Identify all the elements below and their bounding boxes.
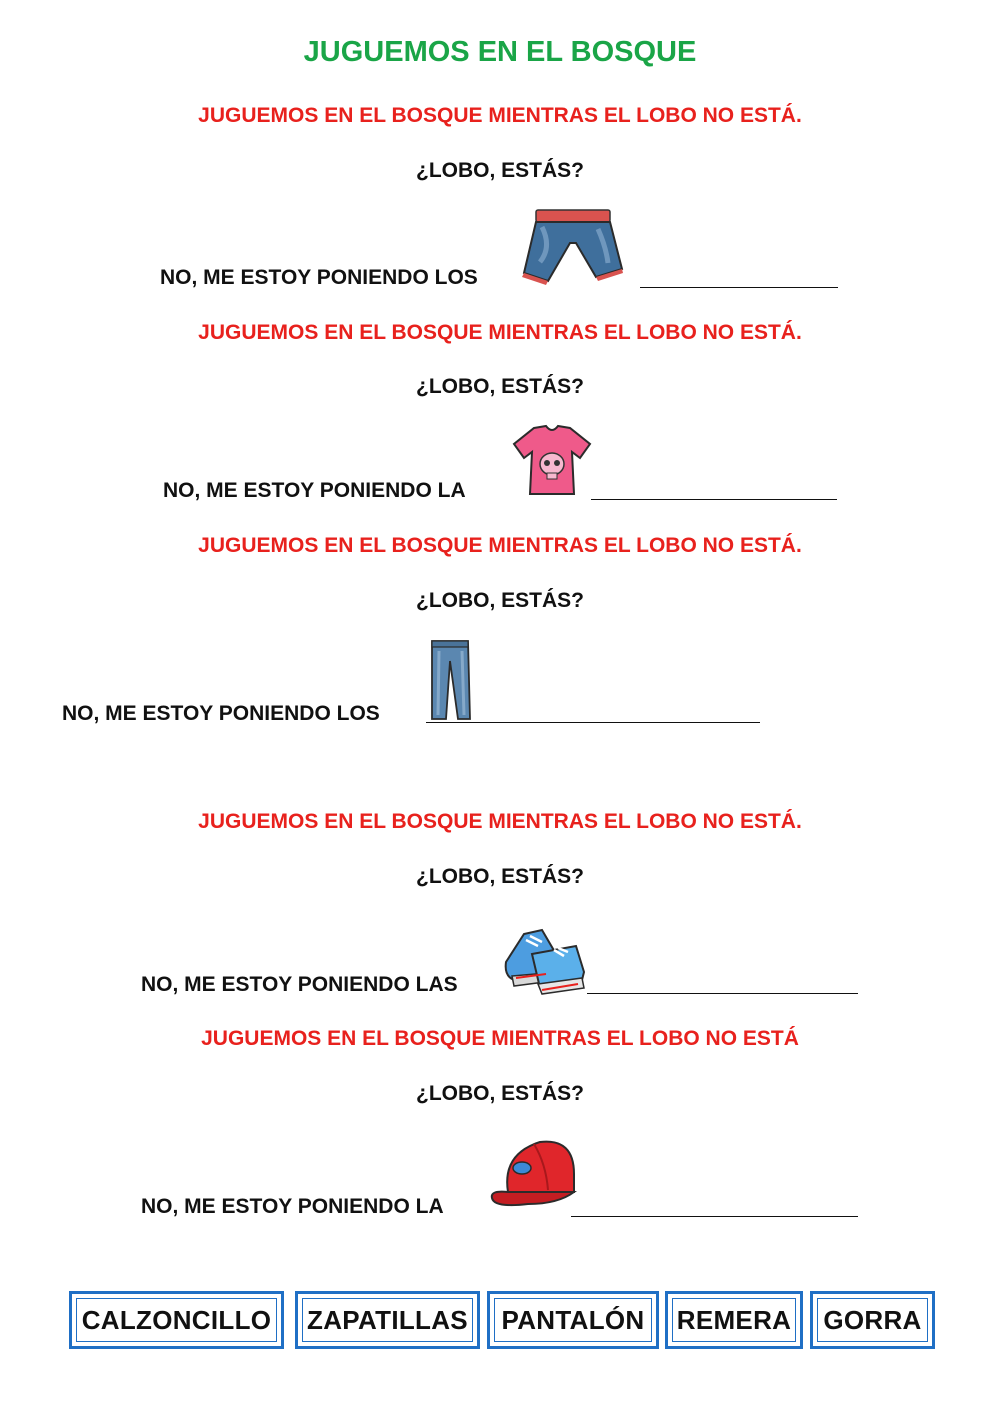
chant-line: JUGUEMOS EN EL BOSQUE MIENTRAS EL LOBO NO ESTÁ [201, 1027, 799, 1050]
answer-line: NO, ME ESTOY PONIENDO LA [141, 1195, 444, 1218]
word-card-calzoncillo[interactable] [69, 1291, 284, 1349]
chant-line: JUGUEMOS EN EL BOSQUE MIENTRAS EL LOBO NO ESTÁ. [198, 321, 802, 344]
question-line: ¿LOBO, ESTÁS? [416, 1082, 584, 1105]
chant-line: JUGUEMOS EN EL BOSQUE MIENTRAS EL LOBO NO ESTÁ. [198, 104, 802, 127]
word-label: GORRA [823, 1304, 922, 1335]
pants-icon [424, 639, 474, 721]
answer-blank[interactable] [640, 287, 838, 288]
question-line: ¿LOBO, ESTÁS? [416, 375, 584, 398]
question-line: ¿LOBO, ESTÁS? [416, 865, 584, 888]
answer-line: NO, ME ESTOY PONIENDO LOS [62, 702, 380, 725]
page-title: JUGUEMOS EN EL BOSQUE [303, 36, 697, 68]
answer-line: NO, ME ESTOY PONIENDO LA [163, 479, 466, 502]
tshirt-icon [512, 424, 592, 498]
word-card-gorra[interactable] [810, 1291, 935, 1349]
answer-blank[interactable] [571, 1216, 858, 1217]
answer-blank[interactable] [426, 722, 760, 723]
chant-line: JUGUEMOS EN EL BOSQUE MIENTRAS EL LOBO NO ESTÁ. [198, 534, 802, 557]
sneakers-icon [502, 918, 586, 996]
word-card-remera[interactable] [665, 1291, 803, 1349]
word-label: PANTALÓN [501, 1304, 645, 1335]
question-line: ¿LOBO, ESTÁS? [416, 159, 584, 182]
answer-blank[interactable] [587, 993, 858, 994]
word-label: CALZONCILLO [81, 1304, 272, 1335]
question-line: ¿LOBO, ESTÁS? [416, 589, 584, 612]
word-label: ZAPATILLAS [307, 1304, 468, 1335]
word-card-zapatillas[interactable] [295, 1291, 480, 1349]
answer-line: NO, ME ESTOY PONIENDO LAS [141, 973, 458, 996]
shorts-icon [522, 207, 624, 287]
word-card-pantalon[interactable] [487, 1291, 659, 1349]
word-label: REMERA [676, 1304, 792, 1335]
cap-icon [488, 1134, 580, 1216]
answer-blank[interactable] [591, 499, 837, 500]
answer-line: NO, ME ESTOY PONIENDO LOS [160, 266, 478, 289]
chant-line: JUGUEMOS EN EL BOSQUE MIENTRAS EL LOBO NO ESTÁ. [198, 810, 802, 833]
